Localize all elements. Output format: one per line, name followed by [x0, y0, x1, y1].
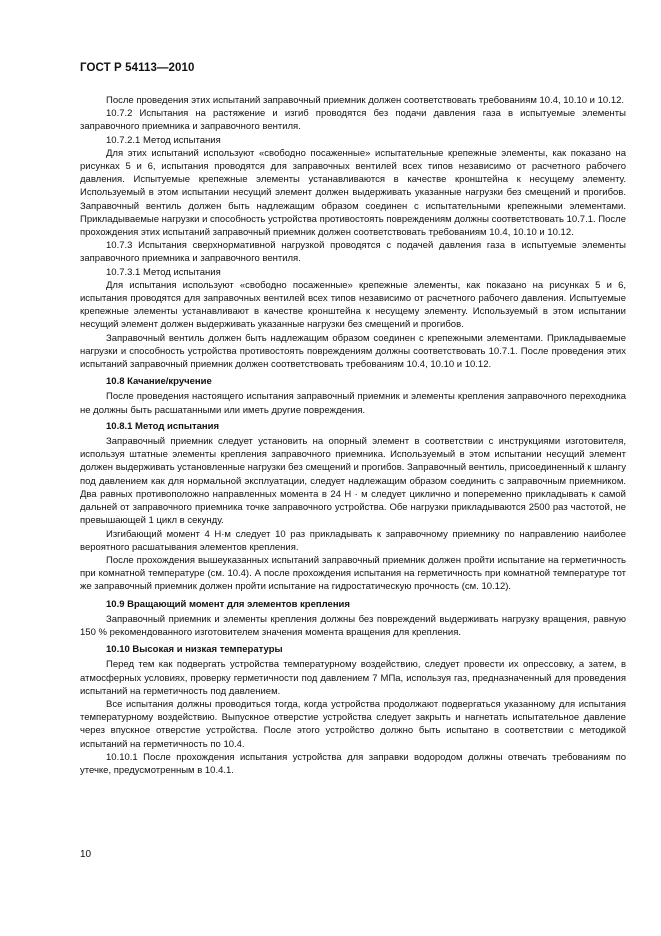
paragraph: 10.7.3.1 Метод испытания	[106, 266, 221, 278]
paragraph: 10.10.1 После прохождения испытания устройства для заправки водородом должны отвечать требованиям по утечке, предусмотренным в 10.4.1.	[80, 751, 626, 776]
document-body	[80, 94, 626, 777]
paragraph: Заправочный вентиль должен быть надлежащим образом соединен с крепежными элементами. Прикладываемые нагрузки и способность устройства противостоять повреждениям должны соответствовать 10.7.1. После проведения этих испытаний заправочный приемник должен соответствовать требованиям 10.4, 10.10 и 10.12.	[80, 332, 626, 371]
document-header: ГОСТ Р 54113—2010	[80, 62, 195, 74]
paragraph: Изгибающий момент 4 Н·м следует 10 раз прикладывать к заправочному приемнику по направлению наиболее вероятного расшатывания элементов крепления.	[80, 528, 626, 553]
paragraph: 10.7.2.1 Метод испытания	[106, 134, 221, 146]
paragraph: После прохождения вышеуказанных испытаний заправочный приемник должен пройти испытание на герметичность при комнатной температуре (см. 10.4). А после прохождения испытания на герметичность при комнатной температуре тот же заправочный приемник должен пройти испытание на гидростатическую прочность (см. 10.12).	[80, 554, 626, 593]
paragraph: После проведения настоящего испытания заправочный приемник и элементы крепления заправочного переходника не должны быть расшатанными или иметь другие повреждения.	[80, 391, 626, 416]
paragraph: Для испытания используют «свободно посаженные» крепежные элементы, как показано на рисунках 5 и 6, испытания проводятся для заправочных вентилей всех типов независимо от расчетного рабочего давления. Испытуемые крепежные элементы устанавливают в качестве кронштейна к несущему элементу. Используемый в этом испытании несущий элемент должен выдерживать указанные нагрузки без смещений и прогибов.	[80, 279, 626, 331]
paragraph: Все испытания должны проводиться тогда, когда устройства продолжают подвергаться указанному для испытания температурному воздействию. Выпускное отверстие устройства следует закрыть и нагнетать испытательное давление через впускное отверстие устройства. После этого устройство должно быть испытано в соответствии с методикой испытаний на герметичность по 10.4.	[80, 698, 626, 750]
paragraph: После проведения этих испытаний заправочный приемник должен соответствовать требованиям 10.4, 10.10 и 10.12.	[106, 95, 625, 106]
section-heading: 10.10 Высокая и низкая температуры	[106, 644, 283, 656]
section-heading: 10.8.1 Метод испытания	[106, 420, 220, 432]
section-heading: 10.8 Качание/кручение	[106, 376, 212, 388]
paragraph: Заправочный приемник следует установить на опорный элемент в соответствии с инструкциями изготовителя, используя штатные элементы крепления заправочного приемника. Используемый в этом испытании несущий элемент должен выдерживать установленные нагрузки без смещений и прогибов. Заправочный вентиль, присоединенный к шлангу под давлением как для нормальной эксплуатации, следует надлежащим образом соединить с заправочным приемником. Два равных противоположно направленных момента в 24 Н · м следует циклично и попеременно прикладывать к самой дальней от заправочного приемника точке заправочного устройства. Обе нагрузки прикладываются 2500 раз частотой, не превышающей 1 цикл в секунду.	[80, 436, 626, 527]
paragraph: Перед тем как подвергать устройства температурному воздействию, следует провести их опрессовку, а затем, в атмосферных условиях, проверку герметичности под давлением 7 МПа, используя газ, предназначенный для проведения испытаний на герметичность под давлением.	[80, 659, 626, 697]
section-heading: 10.9 Вращающий момент для элементов крепления	[106, 598, 350, 610]
page-number: 10	[80, 849, 92, 860]
paragraph: Заправочный приемник и элементы крепления должны без повреждений выдерживать нагрузку вращения, равную 150 % рекомендованного изготовителем значения момента вращения для крепления.	[80, 613, 626, 638]
paragraph: 10.7.3 Испытания сверхнормативной нагрузкой проводятся с подачей давления газа в испытуемые элементы заправочного приемника и заправочного вентиля.	[80, 240, 626, 265]
paragraph: 10.7.2 Испытания на растяжение и изгиб проводятся без подачи давления газа в испытуемые элементы заправочного приемника и заправочного вентиля.	[80, 108, 626, 133]
paragraph: Для этих испытаний используют «свободно посаженные» испытательные крепежные элементы, как показано на рисунках 5 и 6, испытания проводятся для заправочных вентилей всех типов независимо от расчетного рабочего давления. Испытуемые крепежные элементы устанавливаются в качестве кронштейна к несущему элементу. Используемый в этом испытании несущий элемент должен выдерживать указанные нагрузки без смещений и прогибов. Заправочный вентиль должен быть надлежащим образом соединен с испытательными крепежными элементами. Прикладываемые нагрузки и способность устройства противостоять повреждениям должны соответствовать 10.7.1. После прохождения этих испытаний заправочный приемник должен соответствовать требованиям 10.4, 10.10 и 10.12.	[80, 147, 626, 239]
